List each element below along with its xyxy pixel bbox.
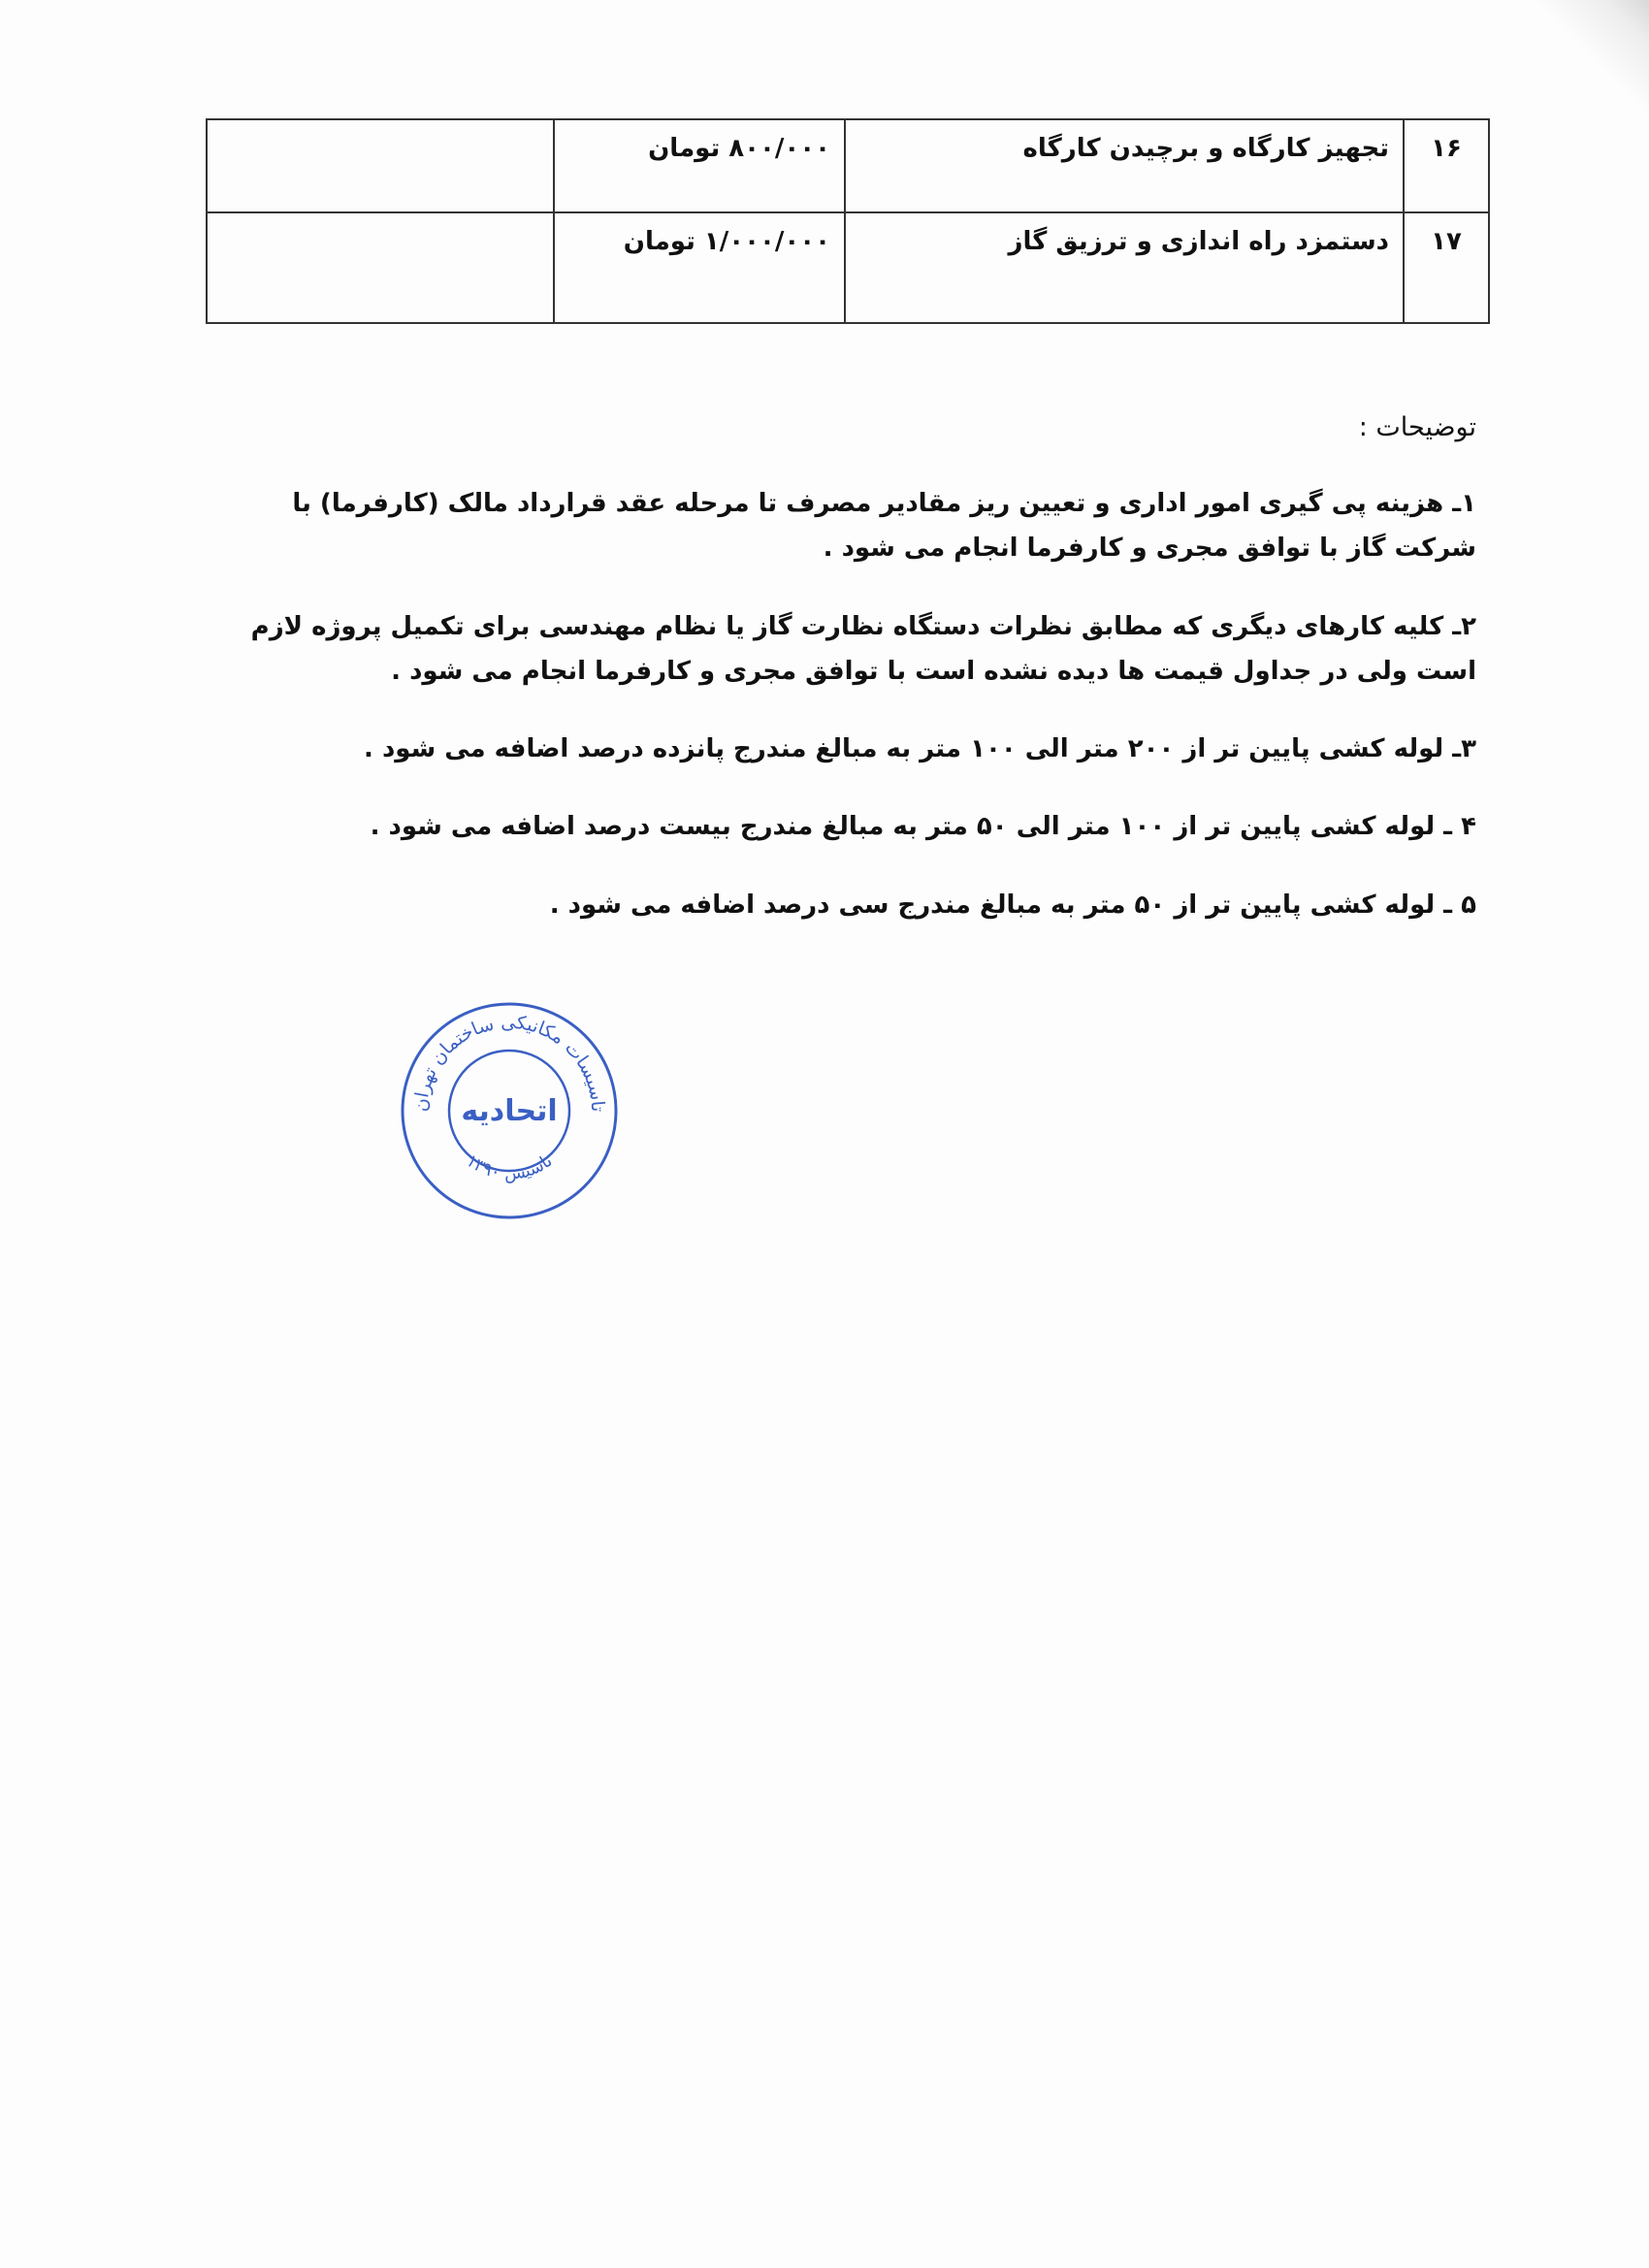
- page-corner-fold: [1513, 0, 1649, 252]
- row-extra: [207, 119, 554, 212]
- note-item: ۳ـ لوله کشی پایین تر از ۲۰۰ متر الی ۱۰۰ متر به مبالغ مندرج پانزده درصد اضافه می شود .: [364, 734, 1476, 764]
- price-table: [206, 118, 1490, 324]
- notes-section: [233, 412, 1476, 960]
- note-item: ۲ـ کلیه کارهای دیگری که مطابق نظرات دستگاه نظارت گاز یا نظام مهندسی برای تکمیل پروژه لازم است ولی در جداول قیمت ها دیده نشده است با توافق مجری و کارفرما انجام می شود .: [250, 611, 1476, 686]
- row-extra: [207, 212, 554, 323]
- table-row: [207, 212, 1489, 323]
- note-item: ۴ ـ لوله کشی پایین تر از ۱۰۰ متر الی ۵۰ متر به مبالغ مندرج بیست درصد اضافه می شود .: [370, 812, 1476, 842]
- note-item: ۵ ـ لوله کشی پایین تر از ۵۰ متر به مبالغ مندرج سی درصد اضافه می شود .: [549, 890, 1476, 920]
- stamp-center-text: اتحادیه: [461, 1094, 558, 1128]
- notes-title: توضیحات :: [1358, 412, 1476, 442]
- table-row: [207, 119, 1489, 212]
- note-item: ۱ـ هزینه پی گیری امور اداری و تعیین ریز مقادیر مصرف تا مرحله عقد قرارداد مالک (کارفرما) با شرکت گاز با توافق مجری و کارفرما انجام می شود .: [292, 489, 1476, 564]
- row-price: ۸۰۰/۰۰۰ تومان: [554, 119, 845, 212]
- row-description: تجهیز کارگاه و برچیدن کارگاه: [845, 119, 1404, 212]
- stamp-ring-top: تاسیسات مکانیکی ساختمان تهران: [409, 1011, 609, 1113]
- row-number: ۱۷: [1404, 212, 1489, 323]
- stamp-ring-bottom: تاسیس ۱۳۹۰: [462, 1150, 557, 1184]
- row-price: ۱/۰۰۰/۰۰۰ تومان: [554, 212, 845, 323]
- stamp-seal: [398, 999, 621, 1222]
- row-description: دستمزد راه اندازی و ترزیق گاز: [845, 212, 1404, 323]
- row-number: ۱۶: [1404, 119, 1489, 212]
